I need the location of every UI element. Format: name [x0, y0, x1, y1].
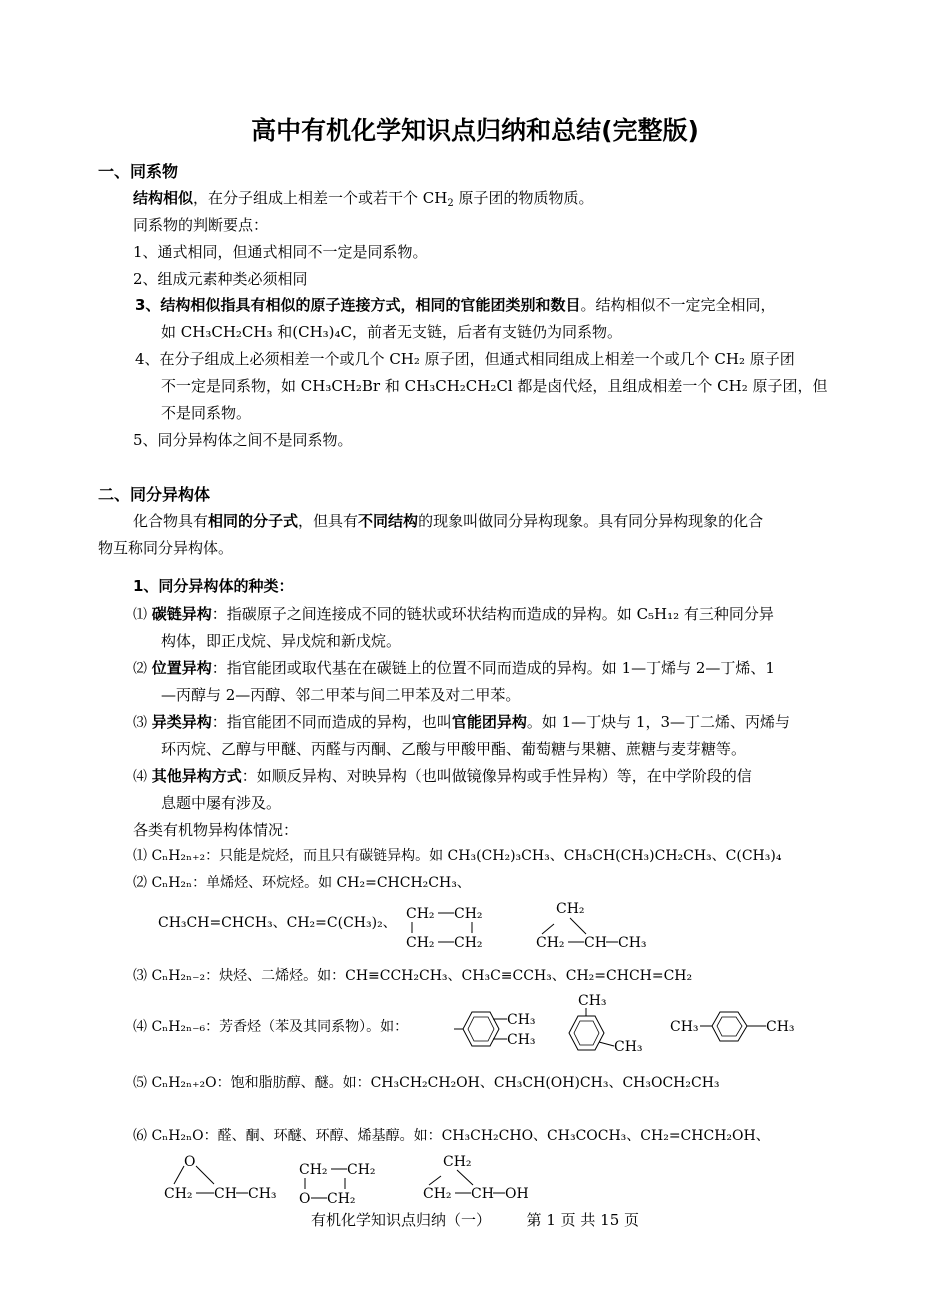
kind-3-num: ⑶ [133, 715, 147, 731]
oxy-ch3-2: CH₃ [507, 1032, 536, 1048]
s1-p3-rest: 。结构相似不一定完全相同， [580, 296, 776, 314]
mxy-ch3-top: CH₃ [578, 993, 607, 1009]
case-1-text: 只能是烷烃，而且只有碳链异构。如 CH₃(CH₂)₃CH₃、CH₃CH(CH₃)CH₂CH₃、C(CH₃)₄ [219, 848, 782, 864]
case-3 [133, 968, 692, 985]
case-1-label: ⑴ CₙH₂ₙ₊₂： [133, 848, 220, 864]
s2-intro-c: ，但具有 [298, 512, 359, 530]
case-2-text: 单烯烃、环烷烃。如 CH₂=CHCH₂CH₃、 [206, 875, 471, 891]
footer-doc-name: 有机化学知识点归纳（一） [310, 1211, 491, 1229]
s1-point-3-line2: 如 CH₃CH₂CH₃ 和(CH₃)₄C，前者无支链，后者有支链仍为同系物。 [161, 323, 623, 341]
cb-ch2-3: CH₂ [406, 935, 435, 951]
pxy-ch3-right: CH₃ [766, 1019, 795, 1035]
case-1 [133, 848, 781, 865]
mox-ch2: CH₂ [164, 1186, 193, 1202]
pxy-ch3-left: CH₃ [670, 1019, 699, 1035]
s1-def-sub: 2 [447, 198, 454, 209]
case-4-label: ⑷ CₙH₂ₙ₋₆： [133, 1019, 220, 1035]
kind-3-line2: 环丙烷、乙醇与甲醚、丙醛与丙酮、乙酸与甲酸甲酯、葡萄糖与果糖、蔗糖与麦芽糖等。 [161, 740, 747, 758]
kind-2-line2: —丙醇与 2—丙醇、邻二甲苯与间二甲苯及对二甲苯。 [161, 686, 521, 704]
cpol-ch: CH [471, 1186, 494, 1202]
kind-3-rest-a: ：指官能团不同而造成的异构，也叫 [211, 713, 452, 731]
s2-intro-a: 化合物具有 [133, 512, 209, 530]
case-3-text: 炔烃、二烯烃。如：CH≡CCH₂CH₃、CH₃C≡CCH₃、CH₂=CHCH=CH₂ [219, 968, 693, 984]
page-title: 高中有机化学知识点归纳和总结(完整版) [251, 116, 699, 145]
cpol-oh: OH [505, 1186, 529, 1202]
s1-point-1: 1、通式相同，但通式相同不一定是同系物。 [133, 243, 428, 261]
s1-point-2: 2、组成元素种类必须相同 [133, 270, 308, 288]
kind-3-rest-b: 。如 1—丁炔与 1，3—丁二烯、丙烯与 [526, 713, 790, 731]
kind-4-bold: 其他异构方式 [151, 767, 242, 785]
s1-def-bold: 结构相似 [133, 189, 194, 207]
s1-point-4-line2: 不一定是同系物，如 CH₃CH₂Br 和 CH₃CH₂CH₂Cl 都是卤代烃，且组成相差一个 CH₂ 原子团，但 [161, 377, 828, 395]
oxt-ch2-2: CH₂ [347, 1162, 376, 1178]
s2-intro-line2: 物互称同分异构体。 [98, 539, 234, 557]
s1-definition [133, 189, 594, 207]
footer-page-number: 第 1 页 共 15 页 [526, 1211, 640, 1229]
cyclobutane-structure [404, 902, 494, 952]
kind-1-rest: ：指碳原子之间连接成不同的链状或环状结构而造成的异构。如 C₅H₁₂ 有三种同分异 [211, 605, 774, 623]
mox-ch3: CH₃ [248, 1186, 277, 1202]
mcp-ch: CH [584, 935, 607, 951]
case-6-label: ⑹ CₙH₂ₙO： [133, 1128, 218, 1144]
kind-4-line2: 息题中屡有涉及。 [161, 794, 282, 812]
s2-intro [133, 512, 763, 530]
s1-p3-bold: 3、结构相似指具有相似的原子连接方式，相同的官能团类别和数目 [135, 296, 581, 314]
kind-1-num: ⑴ [133, 607, 147, 623]
m-xylene-structure [558, 990, 658, 1056]
mcp-ch2: CH₂ [536, 935, 565, 951]
s2-intro-d: 的现象叫做同分异构现象。具有同分异构现象的化合 [418, 512, 764, 530]
oxy-ch3-1: CH₃ [507, 1012, 536, 1028]
cpol-ch2-top: CH₂ [443, 1154, 472, 1170]
s1-point-3 [135, 296, 775, 314]
section-1-heading: 一、同系物 [98, 162, 179, 181]
o-xylene-structure [452, 1006, 552, 1054]
kind-2-bold: 位置异构 [151, 659, 212, 677]
kind-2-num: ⑵ [133, 661, 147, 677]
kind-1 [133, 605, 774, 624]
s2-intro-bold-2: 不同结构 [358, 512, 419, 530]
cb-ch2-2: CH₂ [454, 906, 483, 922]
p-xylene-structure [668, 1010, 808, 1044]
s1-def-b: 原子团的物质物质。 [453, 189, 594, 207]
case-5 [133, 1075, 720, 1092]
cb-ch2-1: CH₂ [406, 906, 435, 922]
case-4-text: 芳香烃（苯及其同系物）。如： [219, 1019, 409, 1035]
kind-3 [133, 713, 790, 732]
s1-def-a: ，在分子组成上相差一个或若干个 CH [193, 189, 448, 207]
oxt-ch2-1: CH₂ [299, 1162, 328, 1178]
kind-3-bold-2: 官能团异构 [451, 713, 527, 731]
methyloxirane-structure [162, 1150, 292, 1204]
case-6 [133, 1128, 770, 1145]
s1-point-5: 5、同分异构体之间不是同系物。 [133, 431, 353, 449]
case-6-text: 醛、酮、环醚、环醇、烯基醇。如：CH₃CH₂CHO、CH₃COCH₃、CH₂=CHCH₂OH、 [217, 1128, 770, 1144]
case-4 [133, 1019, 408, 1036]
case-5-label: ⑸ CₙH₂ₙ₊₂O： [133, 1075, 231, 1091]
kind-2-rest: ：指官能团或取代基在在碳链上的位置不同而造成的异构。如 1—丁烯与 2—丁烯、1 [211, 659, 775, 677]
cb-ch2-4: CH₂ [454, 935, 483, 951]
s2-intro-bold-1: 相同的分子式 [208, 512, 299, 530]
kind-2 [133, 659, 775, 678]
page-footer [0, 1211, 950, 1229]
case-3-label: ⑶ CₙH₂ₙ₋₂： [133, 968, 220, 984]
oxt-ch2-3: CH₂ [327, 1191, 356, 1207]
case-2-line2: CH₃CH=CHCH₃、CH₂=C(CH₃)₂、 [158, 915, 397, 931]
kinds-heading: 1、同分异构体的种类： [133, 577, 294, 595]
methylcyclopropane-structure [534, 898, 654, 954]
mox-o: O [184, 1154, 196, 1170]
s1-point-4-line1: 4、在分子组成上必须相差一个或几个 CH₂ 原子团，但通式相同组成上相差一个或几个 CH₂ 原子团 [135, 350, 795, 368]
cases-heading: 各类有机物异构体情况： [133, 821, 299, 839]
case-5-text: 饱和脂肪醇、醚。如：CH₃CH₂CH₂OH、CH₃CH(OH)CH₃、CH₃OCH₂CH₃ [230, 1075, 720, 1091]
mcp-ch3: CH₃ [618, 935, 647, 951]
cpol-ch2: CH₂ [423, 1186, 452, 1202]
oxt-o: O [299, 1191, 311, 1207]
kind-4-num: ⑷ [133, 769, 147, 785]
case-2 [133, 875, 471, 892]
kind-3-bold: 异类异构 [151, 713, 212, 731]
section-2-heading: 二、同分异构体 [98, 485, 211, 504]
cyclopropanol-structure [421, 1150, 541, 1204]
mcp-ch2-top: CH₂ [556, 901, 585, 917]
s1-point-4-line3: 不是同系物。 [161, 404, 252, 422]
case-2-label: ⑵ CₙH₂ₙ： [133, 875, 207, 891]
kind-1-line2: 构体，即正戊烷、异戊烷和新戊烷。 [161, 632, 402, 650]
kind-1-bold: 碳链异构 [151, 605, 212, 623]
mox-ch: CH [214, 1186, 237, 1202]
s1-intro: 同系物的判断要点： [133, 216, 269, 234]
mxy-ch3-side: CH₃ [614, 1039, 643, 1055]
kind-4 [133, 767, 752, 786]
kind-4-rest: ：如顺反异构、对映异构（也叫做镜像异构或手性异构）等，在中学阶段的信 [241, 767, 752, 785]
oxetane-structure [297, 1156, 387, 1208]
